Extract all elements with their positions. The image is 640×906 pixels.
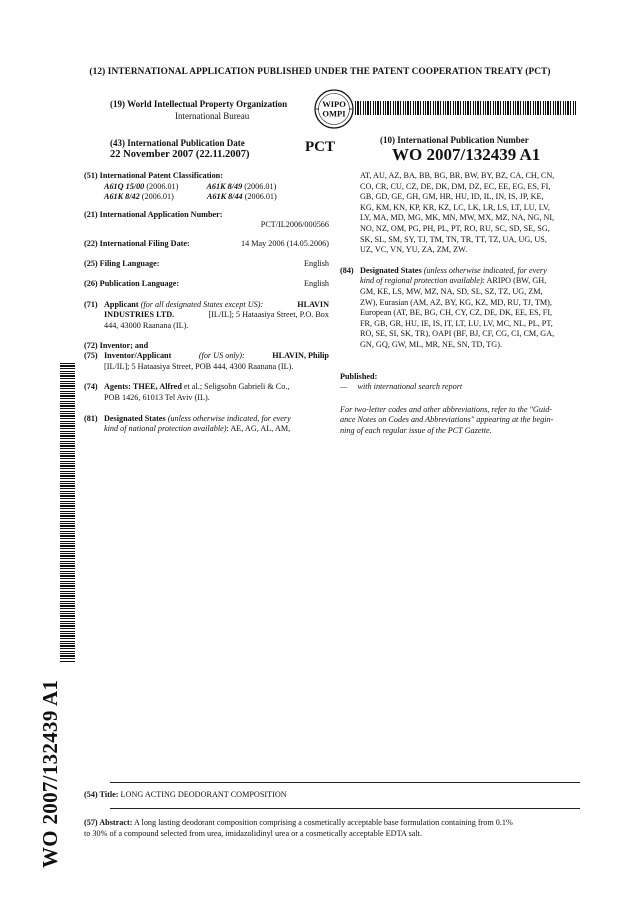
abstract-line-1: A long lasting deodorant composition comprising a cosmetically acceptable base formulation containing from 0.1%: [134, 818, 513, 827]
filing-date-row: [84, 239, 329, 250]
designated-84-num: (84): [340, 265, 354, 275]
published-label: Published:: [340, 371, 378, 381]
filing-date-label: (22) International Filing Date:: [84, 238, 190, 248]
right-column: [340, 171, 582, 436]
applicant-name-part1: HLAVIN: [297, 299, 329, 309]
designated-84-qualifier-2: kind of regional protection available): [360, 276, 483, 286]
filing-language-row: [84, 259, 329, 270]
inventor-address: [IL/IL]; 5 Hataasiya Street, POB 444, 4300 Raanana (IL).: [104, 361, 294, 371]
barcode-horizontal: [355, 101, 577, 115]
d84-line: GM, KE, LS, MW, MZ, NA, SD, SL, SZ, TZ, UG, ZM,: [360, 286, 543, 296]
inventor-qualifier: (for US only):: [198, 351, 245, 361]
d84-line: RO, SE, SI, SK, TR), OAPI (BF, BJ, CF, CG, CI, CM, GA,: [360, 329, 555, 339]
pct-label: PCT: [305, 139, 335, 155]
applicant-address-1: [IL/IL]; 5 Hataasiya Street, P.O. Box: [208, 310, 329, 320]
designated-81-label: Designated States: [104, 413, 166, 423]
applicant-block: [84, 300, 329, 332]
class-code-4: A61K 8/44: [206, 192, 243, 202]
d84-line: GN, GQ, GW, ML, MR, NE, SN, TD, TG).: [360, 339, 502, 349]
agents-name: THEE, Alfred: [132, 382, 182, 392]
pub-language-label: (26) Publication Language:: [84, 279, 180, 289]
abstract-label: (57) Abstract:: [84, 818, 133, 827]
designated-81-block: [84, 414, 329, 435]
published-item: — with international search report: [340, 382, 463, 392]
inventor-heading: (72) Inventor; and: [84, 340, 149, 350]
agents-line2: POB 1426, 61013 Tel Aviv (IL).: [104, 392, 210, 402]
org-label: (19) World Intellectual Property Organization: [110, 99, 288, 109]
d81-line: AT, AU, AZ, BA, BB, BG, BR, BW, BY, BZ, CA, CH, CN,: [360, 171, 555, 180]
pub-number: WO 2007/132439 A1: [392, 145, 541, 164]
agents-label: Agents:: [104, 382, 131, 392]
seal-text-wipo: WIPO: [322, 99, 346, 109]
class-ver-1: (2006.01): [146, 181, 179, 191]
abstract-line-2: to 30% of a compound selected from urea, imidazolidinyl urea or a cosmetically acceptable EDTA salt.: [84, 828, 422, 838]
title-text: LONG ACTING DEODORANT COMPOSITION: [120, 790, 287, 799]
seal-text-ompi: OMPI: [322, 108, 346, 119]
designated-84-qualifier-1: (unless otherwise indicated, for every: [423, 265, 547, 275]
title-label: (54) Title:: [84, 790, 119, 799]
agents-block: [84, 382, 329, 403]
d84-line: FR, GB, GR, HU, IE, IS, IT, LT, LU, LV, MC, NL, PL, PT,: [360, 318, 553, 328]
app-number: PCT/IL2006/000566: [260, 220, 329, 230]
inventor-block: [84, 351, 329, 372]
abstract-block: [84, 818, 584, 839]
class-code-2: A61K 8/49: [206, 181, 243, 191]
pub-date-label: (43) International Publication Date: [110, 138, 245, 148]
pub-number-label: (10) International Publication Number: [380, 135, 529, 145]
inventor-label: Inventor/Applicant: [104, 351, 172, 361]
bureau-label: International Bureau: [175, 111, 250, 121]
filing-language: English: [303, 258, 329, 268]
agents-num: (74): [84, 382, 98, 392]
inventor-num: (75): [84, 351, 98, 361]
barcode-vertical: [60, 363, 75, 663]
note-line: For two-letter codes and other abbreviations, refer to the "Guid-: [340, 404, 553, 414]
designated-81-continuation: [340, 171, 582, 256]
title-row: [84, 790, 287, 801]
left-column: [84, 171, 329, 435]
class-code-3: A61K 8/42: [104, 192, 140, 202]
d81-line: NO, NZ, OM, PG, PH, PL, PT, RO, RU, SC, SD, SE, SG,: [360, 223, 550, 233]
applicant-name-part2: INDUSTRIES LTD.: [104, 310, 175, 320]
d81-line: UZ, VC, VN, YU, ZA, ZM, ZW.: [360, 245, 468, 255]
designated-81-qualifier-2: kind of national protection available): [104, 424, 227, 434]
applicant-qualifier: (for all designated States except US):: [140, 299, 264, 309]
filing-language-label: (25) Filing Language:: [84, 258, 160, 268]
d84-line: European (AT, BE, BG, CH, CY, CZ, DE, DK, EE, ES, FI,: [360, 308, 553, 318]
designated-81-codes-start: : AE, AG, AL, AM,: [226, 424, 291, 434]
pub-date: 22 November 2007 (22.11.2007): [110, 149, 250, 160]
d81-line: KG, KM, KN, KP, KR, KZ, LC, LK, LR, LS, LT, LU, LV,: [360, 202, 550, 212]
filing-date: 14 May 2006 (14.05.2006): [240, 238, 329, 248]
classification-label: (51) International Patent Classification:: [84, 171, 223, 180]
document-type-title: (12) INTERNATIONAL APPLICATION PUBLISHED UNDER THE PATENT COOPERATION TREATY (PCT): [89, 67, 551, 77]
side-publication-number: WO 2007/132439 A1: [38, 679, 62, 868]
designated-81-num: (81): [84, 413, 98, 423]
designated-84-label: Designated States: [360, 265, 422, 275]
divider-upper: [110, 782, 580, 783]
applicant-address-2: 444, 43000 Raanana (IL).: [104, 320, 189, 330]
app-number-label: (21) International Application Number:: [84, 209, 223, 219]
d84-line: ZW), Eurasian (AM, AZ, BY, KG, KZ, MD, RU, TJ, TM),: [360, 297, 552, 307]
note-line: ning of each regular issue of the PCT Gazette.: [340, 425, 492, 435]
applicant-label: Applicant: [104, 299, 139, 309]
d81-line: SK, SL, SM, SY, TJ, TM, TN, TR, TT, TZ, UA, UG, US,: [360, 234, 547, 244]
designated-84-line1: : ARIPO (BW, GH,: [482, 276, 547, 286]
divider-lower: [110, 808, 580, 809]
applicant-num: (71): [84, 299, 98, 309]
pub-language: English: [303, 279, 329, 289]
d81-line: LY, MA, MD, MG, MK, MN, MW, MX, MZ, NA, NG, NI,: [360, 213, 555, 223]
designated-84-block: [340, 266, 582, 351]
pub-language-row: [84, 279, 329, 290]
class-code-1: A61Q 15/00: [104, 181, 145, 191]
inventor-name: HLAVIN, Philip: [272, 351, 329, 361]
class-ver-3: (2006.01): [141, 192, 174, 202]
wipo-seal-logo: [314, 89, 354, 129]
agents-line1: et al.; Seligsohn Gabrieli & Co.,: [181, 382, 290, 392]
note-line: ance Notes on Codes and Abbreviations" appearing at the begin-: [340, 415, 554, 425]
designated-81-qualifier-1: (unless otherwise indicated, for every: [167, 413, 291, 423]
codes-note: [340, 405, 582, 437]
d81-line: CO, CR, CU, CZ, DE, DK, DM, DZ, EC, EE, EG, ES, FI,: [360, 181, 551, 191]
class-ver-4: (2006.01): [244, 192, 277, 202]
d81-line: GB, GD, GE, GH, GM, HR, HU, ID, IL, IN, IS, JP, KE,: [360, 192, 544, 202]
class-ver-2: (2006.01): [244, 181, 277, 191]
